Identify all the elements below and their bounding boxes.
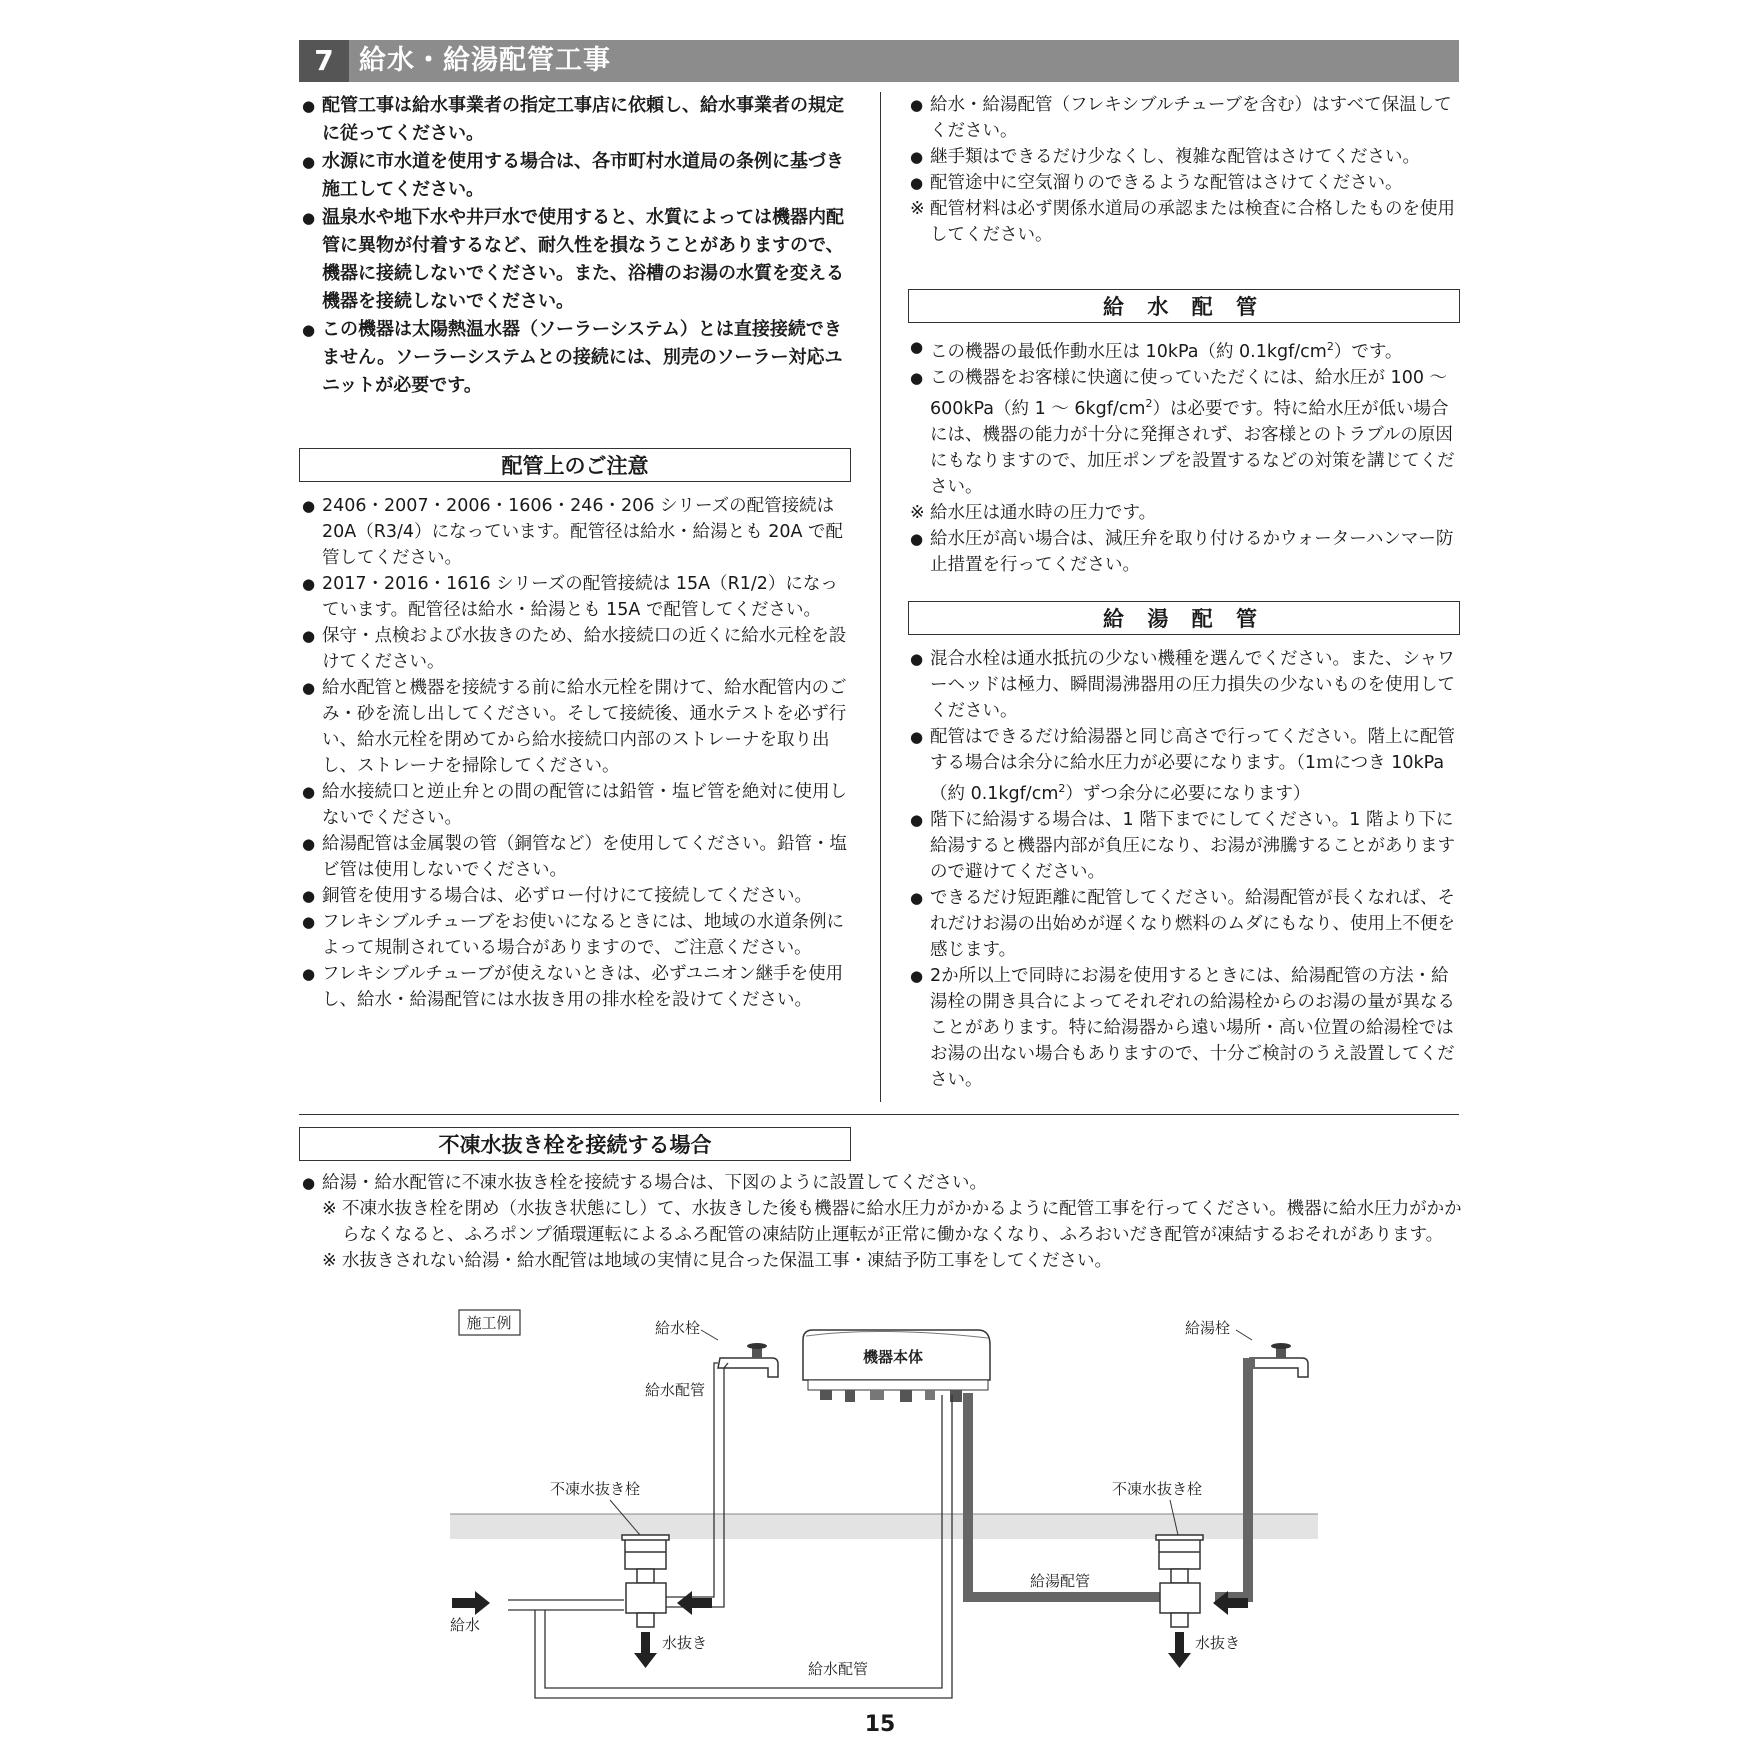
right-intro-item: ● 継手類はできるだけ少なくし、複雑な配管はさけてください。 — [910, 144, 1462, 170]
valve-left-label: 不凍水抜き栓 — [550, 1480, 641, 1498]
water-supply-note: ※ 給水圧は通水時の圧力です。 — [910, 500, 1462, 526]
intro-item: ● 水源に市水道を使用する場合は、各市町村水道局の条例に基づき施工してください。 — [302, 148, 854, 204]
right-intro-note: ※ 配管材料は必ず関係水道局の承認または検査に合格したものを使用してください。 — [910, 196, 1462, 248]
right-intro-item: ● 給水・給湯配管（フレキシブルチューブを含む）はすべて保温してください。 — [910, 92, 1462, 144]
right-intro-item: ● 配管途中に空気溜りのできるような配管はさけてください。 — [910, 170, 1462, 196]
caution-item: ● 2017・2016・1616 シリーズの配管接続は 15A（R1/2）になっています。配管径は給水・給湯とも 15A で配管してください。 — [302, 571, 854, 623]
caution-item: ● フレキシブルチューブをお使いになるときには、地域の水道条例によって規制されている場合がありますので、ご注意ください。 — [302, 909, 854, 961]
water-supply-item-text: ）は必要です。特に給水圧が低い場合には、機器の能力が十分に発揮されず、お客様とのトラブルの原因にもなりますので、加圧ポンプを設置するなどの対策を講じてください。 — [930, 398, 1455, 497]
superscript: 2 — [1145, 396, 1153, 410]
antifreeze-valve-right-icon — [1156, 1535, 1203, 1627]
hot-water-pipe-riser — [1215, 1363, 1255, 1597]
drain-arrow-left-icon — [634, 1632, 657, 1668]
caution-item: ● 保守・点検および水抜きのため、給水接続口の近くに給水元栓を設けてください。 — [302, 623, 854, 675]
hot-tap-leader — [1236, 1330, 1252, 1340]
caution-title: 配管上のご注意 — [299, 448, 851, 482]
cold-pipe-upper-label: 給水配管 — [645, 1381, 706, 1399]
hot-water-item-text: ）ずつ余分に必要になります） — [1065, 783, 1311, 804]
drain-left-label: 水抜き — [662, 1634, 708, 1652]
flow-arrow-left-icon — [677, 1591, 712, 1615]
unit-label: 機器本体 — [862, 1348, 924, 1366]
supply-label: 給水 — [450, 1616, 481, 1634]
caution-item: ● 給水配管と機器を接続する前に給水元栓を開けて、給水配管内のごみ・砂を流し出してください。そして接続後、通水テストを必ず行い、給水元栓を閉めてから給水接続口内部のストレーナを取り出し、ストレーナを掃除してください。 — [302, 675, 854, 779]
hot-water-title: 給 湯 配 管 — [908, 601, 1460, 635]
valve-right-label: 不凍水抜き栓 — [1112, 1480, 1203, 1498]
section-title: 給水・給湯配管工事 — [359, 45, 611, 76]
hot-tap-label: 給湯栓 — [1185, 1319, 1231, 1337]
intro-item: ● この機器は太陽熱温水器（ソーラーシステム）とは直接接続できません。ソーラーシステムとの接続には、別売のソーラー対応ユニットが必要です。 — [302, 316, 854, 400]
hot-water-item: ● できるだけ短距離に配管してください。給湯配管が長くなれば、それだけお湯の出始めが遅くなり燃料のムダにもなり、使用上不便を感じます。 — [910, 885, 1462, 963]
drain-arrow-right-icon — [1168, 1632, 1191, 1668]
hot-water-item-text: 配管はできるだけ給湯器と同じ高さで行ってください。階上に配管する場合は余分に給水圧力が必要になります。（1ｍにつき 10kPa（約 0.1kgf/cm — [930, 727, 1455, 804]
caution-item: ● 銅管を使用する場合は、必ずロー付けにて接続してください。 — [302, 883, 854, 909]
caution-item: ● フレキシブルチューブが使えないときは、必ずユニオン継手を使用し、給水・給湯配管には水抜き用の排水栓を設けてください。 — [302, 961, 854, 1013]
superscript: 2 — [1326, 340, 1334, 353]
intro-item: ● 温泉水や地下水や井戸水で使用すると、水質によっては機器内配管に異物が付着するなど、耐久性を損なうことがありますので、機器に接続しないでください。また、浴槽のお湯の水質を変える機器を接続しないでください。 — [302, 204, 854, 316]
antifreeze-item: ● 給湯・給水配管に不凍水抜き栓を接続する場合は、下図のように設置してください。 — [302, 1170, 1462, 1196]
caution-item: ● 2406・2007・2006・1606・246・206 シリーズの配管接続は 20A（R3/4）になっています。配管径は給水・給湯とも 20A で配管してください。 — [302, 493, 854, 571]
unit-body-icon — [803, 1330, 990, 1402]
antifreeze-note: ※ 不凍水抜き栓を閉め（水抜き状態にし）て、水抜きした後も機器に給水圧力がかかるように配管工事を行ってください。機器に給水圧力がかからなくなると、ふろポンプ循環運転によるふろ配管の凍結防止運転が正常に働かなくなり、ふろおいだき配管が凍結するおそれがあります。 — [322, 1196, 1462, 1248]
section-number: 7 — [299, 40, 349, 82]
drain-right-label: 水抜き — [1195, 1634, 1241, 1652]
intro-item: ● 配管工事は給水事業者の指定工事店に依頼し、給水事業者の規定に従ってください。 — [302, 92, 854, 148]
caution-item: ● 給水接続口と逆止弁との間の配管には鉛管・塩ビ管を絶対に使用しないでください。 — [302, 779, 854, 831]
water-supply-title: 給 水 配 管 — [908, 289, 1460, 323]
hot-water-item: ● 2か所以上で同時にお湯を使用するときには、給湯配管の方法・給湯栓の開き具合によってそれぞれの給湯栓からのお湯の量が異なることがあります。特に給湯器から遠い場所・高い位置の給湯栓ではお湯の出ない場合もありますので、十分ご検討のうえ設置してください。 — [910, 963, 1462, 1093]
cold-tap-icon — [718, 1343, 778, 1377]
antifreeze-note: ※ 水抜きされない給湯・給水配管は地域の実情に見合った保温工事・凍結予防工事をしてください。 — [322, 1248, 1462, 1274]
antifreeze-title: 不凍水抜き栓を接続する場合 — [299, 1127, 851, 1161]
water-supply-item-text: ）です。 — [1333, 341, 1403, 362]
antifreeze-valve-left-icon — [622, 1535, 669, 1627]
water-supply-item: ● 給水圧が高い場合は、減圧弁を取り付けるかウォーターハンマー防止措置を行ってください。 — [910, 526, 1462, 578]
superscript: 2 — [1058, 782, 1066, 795]
supply-arrow-icon — [452, 1591, 490, 1615]
cold-pipe-lower-label: 給水配管 — [808, 1660, 869, 1678]
hot-water-item: ● 混合水栓は通水抵抗の少ない機種を選んでください。また、シャワーヘッドは極力、瞬間湯沸器用の圧力損失の少ないものを使用してください。 — [910, 646, 1462, 724]
water-supply-item-text: この機器の最低作動水圧は 10kPa（約 0.1kgf/cm — [930, 341, 1327, 362]
caution-item: ● 給湯配管は金属製の管（銅管など）を使用してください。鉛管・塩ビ管は使用しないでください。 — [302, 831, 854, 883]
cold-tap-leader — [701, 1330, 718, 1340]
cold-tap-label: 給水栓 — [655, 1319, 701, 1337]
example-label: 施工例 — [466, 1314, 512, 1332]
water-supply-item-text: この機器をお客様に快適に使っていただくには、給水圧が 100 ～ 600kPa（約 1 ～ 6kgf/cm — [930, 367, 1448, 419]
hot-tap-icon — [1250, 1343, 1308, 1377]
page-number: 15 — [864, 1712, 896, 1737]
hot-pipe-label: 給湯配管 — [1030, 1572, 1091, 1590]
hot-water-item: ● 階下に給湯する場合は、1 階下までにしてください。1 階より下に給湯すると機器内部が負圧になり、お湯が沸騰することがありますので避けてください。 — [910, 807, 1462, 885]
